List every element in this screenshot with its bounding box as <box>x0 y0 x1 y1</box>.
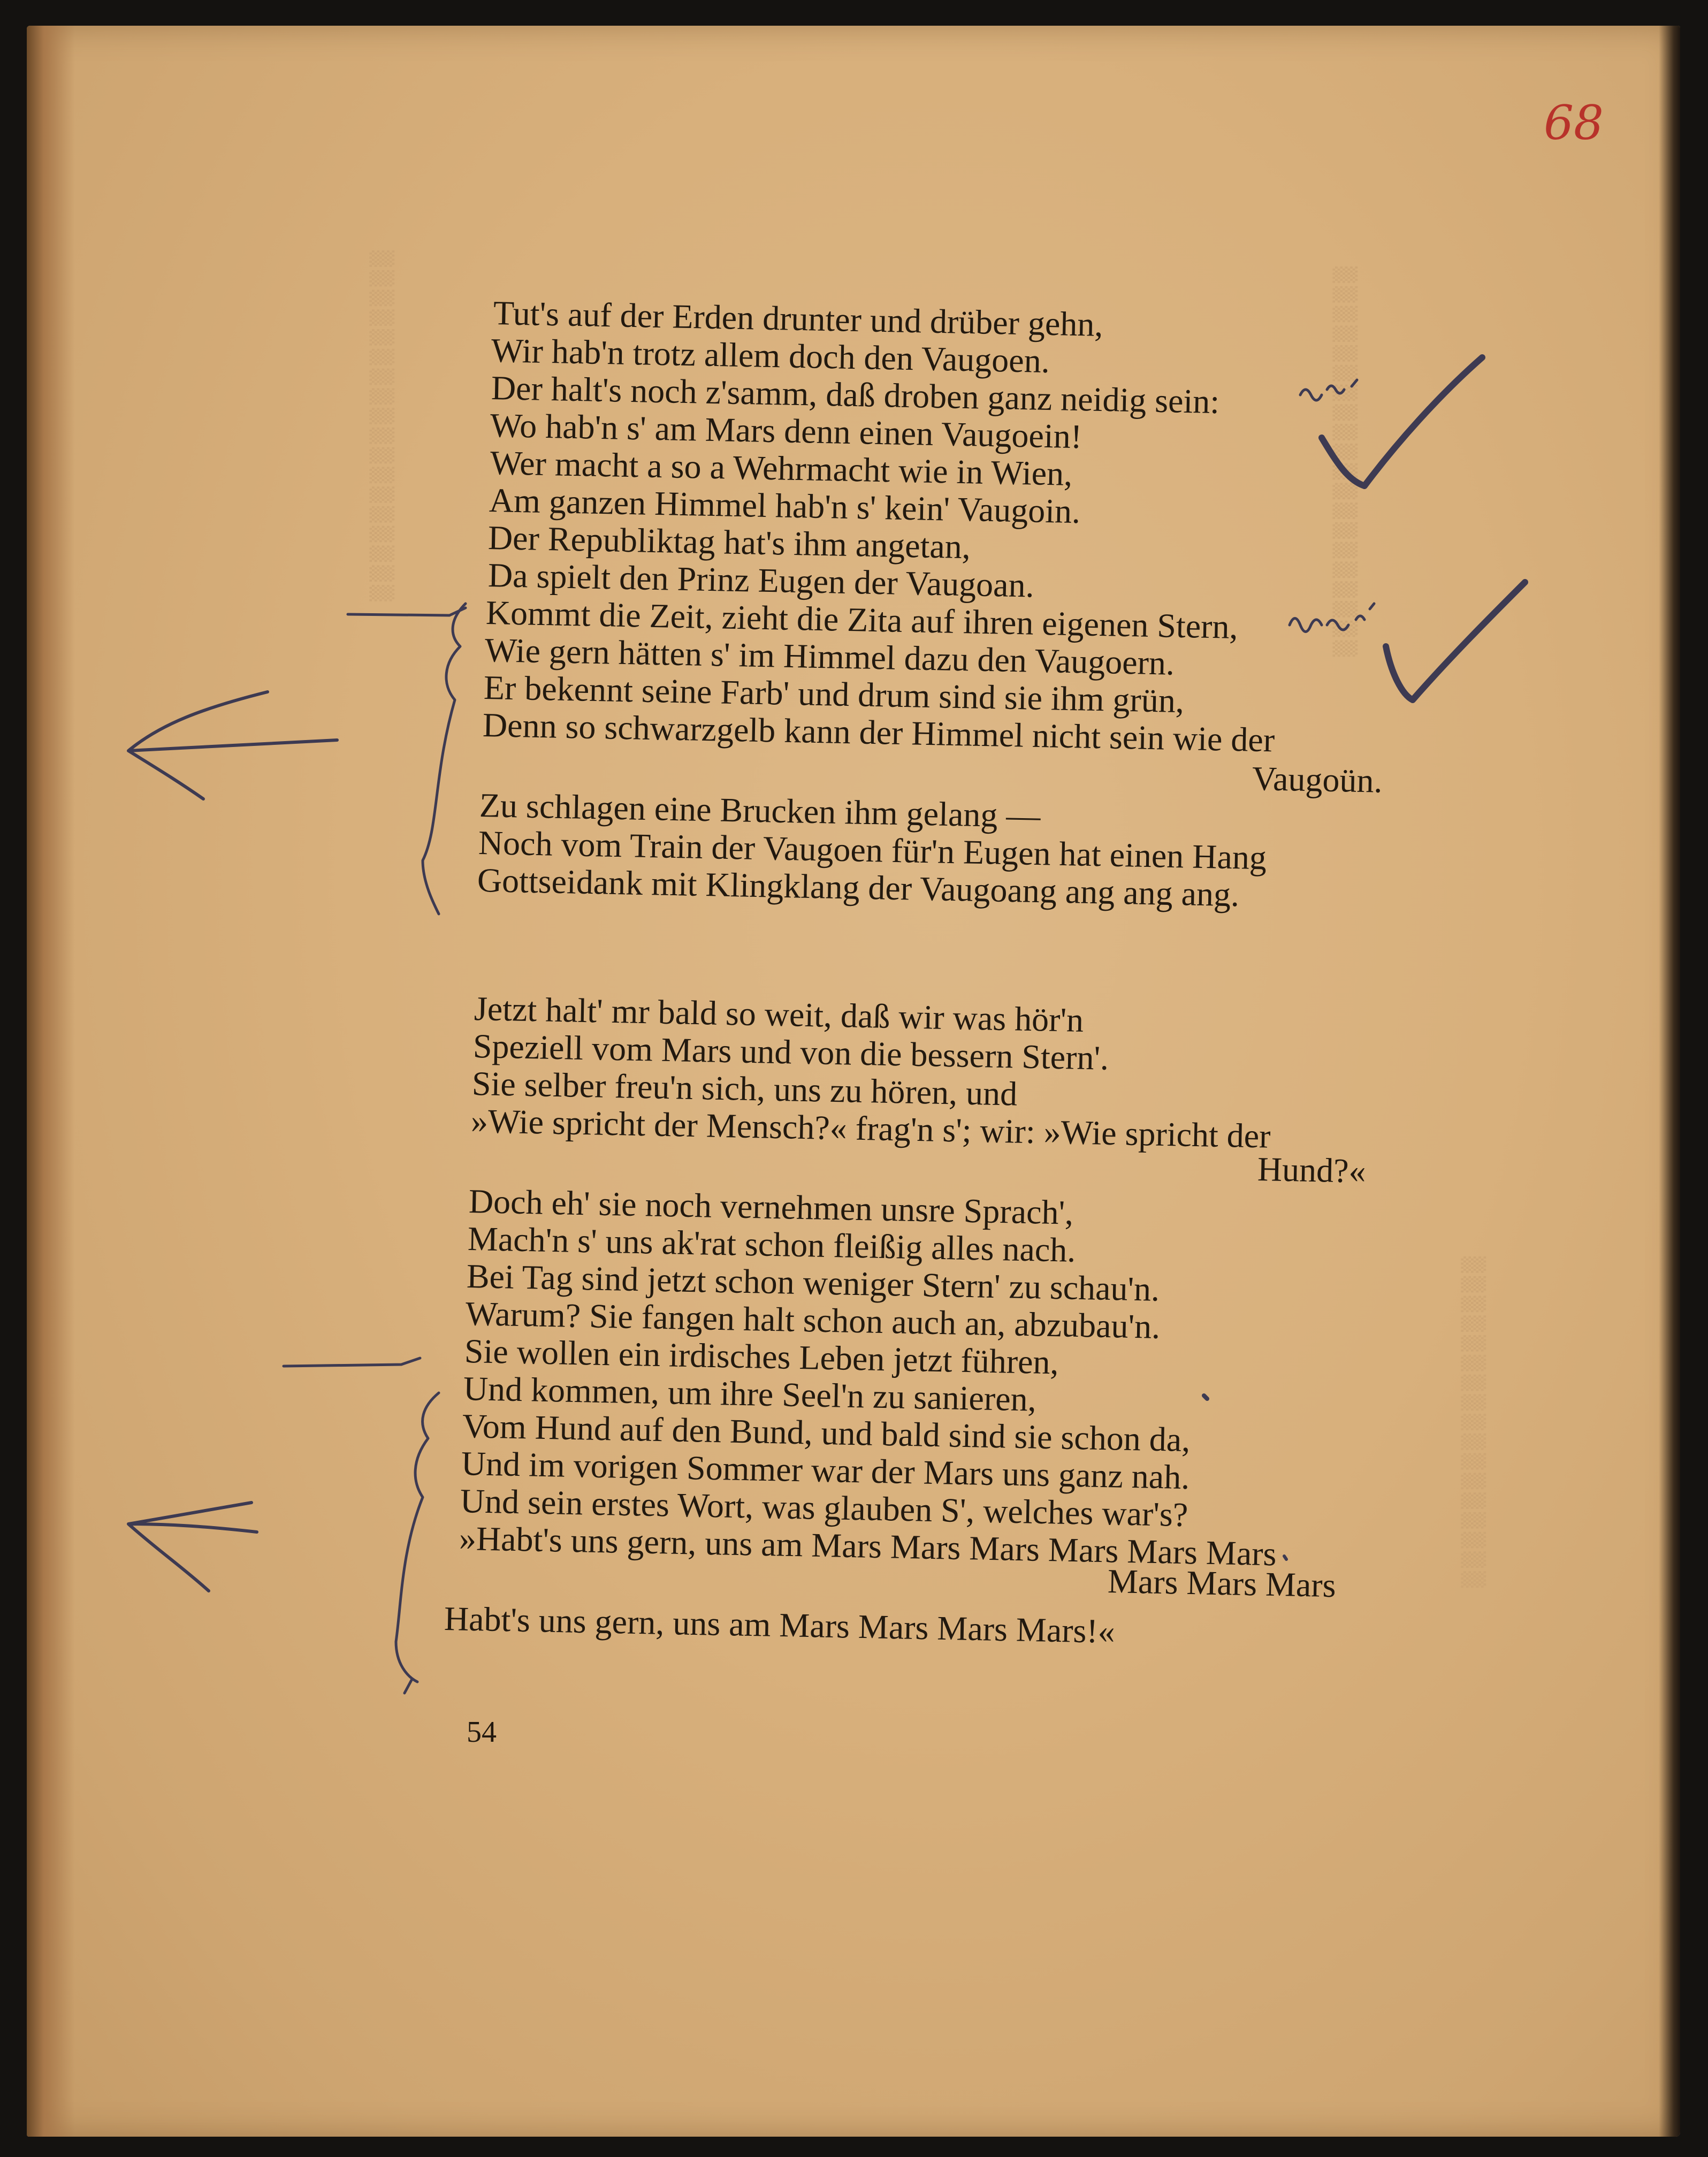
show-through-text: ▒▒▒▒▒▒▒▒▒▒▒▒▒▒▒▒▒▒▒▒ <box>1332 266 1357 660</box>
handwritten-note <box>1300 380 1357 400</box>
stray-pencil-mark <box>1204 1396 1207 1399</box>
page-number: 54 <box>467 1716 497 1749</box>
poem-line: Doch eh' sie noch vernehmen unsre Sprach', <box>468 1182 1074 1232</box>
poem-line: Er bekennt seine Farb' und drum sind sie ihm grün, <box>483 668 1185 720</box>
poem-line: Habt's uns gern, uns am Mars Mars Mars Mars!« <box>444 1599 1116 1651</box>
poem-line: Und kommen, um ihre Seel'n zu sanieren, <box>463 1369 1037 1419</box>
poem-line: Sie selber freu'n sich, uns zu hören, und <box>471 1064 1018 1113</box>
poem-line: Vom Hund auf den Bund, und bald sind sie schon da, <box>462 1407 1191 1459</box>
arrow-left-icon <box>128 692 337 799</box>
poem-line: Und im vorigen Sommer war der Mars uns ganz nah. <box>461 1444 1190 1497</box>
poem-line: Gottseidank mit Klingklang der Vaugoang ang ang ang. <box>477 861 1240 914</box>
poem-line: Wer macht a so a Wehrmacht wie in Wien, <box>490 444 1073 493</box>
poem-line: Wir hab'n trotz allem doch den Vaugoen. <box>491 331 1050 380</box>
bracket-icon <box>423 604 466 914</box>
poem-line: Bei Tag sind jetzt schon weniger Stern' zu schau'n. <box>466 1257 1160 1308</box>
handwritten-note <box>1290 604 1374 632</box>
poem-line: Tut's auf der Erden drunter und drüber gehn, <box>493 294 1104 344</box>
bracket-icon <box>396 1393 439 1682</box>
poem-line: Hund?« <box>1257 1150 1367 1190</box>
stray-pencil-mark <box>405 1679 412 1693</box>
poem-line: Kommt die Zeit, zieht die Zita auf ihren eigenen Stern, <box>485 593 1239 646</box>
handwritten-folio-number: 68 <box>1544 95 1604 150</box>
poem-line: Wo hab'n s' am Mars denn einen Vaugoein! <box>490 406 1082 456</box>
poem-line: Am ganzen Himmel hab'n s' kein' Vaugoin. <box>489 481 1081 531</box>
poem-line: Vaugoün. <box>1252 759 1383 800</box>
poem-line: Mach'n s' uns ak'rat schon fleißig alles nach. <box>467 1219 1076 1269</box>
poem-line: Noch vom Train der Vaugoen für'n Eugen hat einen Hang <box>478 824 1267 877</box>
poem-line: Sie wollen ein irdisches Leben jetzt führen, <box>464 1332 1059 1382</box>
checkmark-icon <box>1322 357 1482 486</box>
poem-line: Warum? Sie fangen halt schon auch an, abzubau'n. <box>465 1294 1161 1346</box>
checkmark-icon <box>1386 582 1525 700</box>
show-through-text: ▒▒▒▒▒▒▒▒▒▒▒▒▒▒▒▒▒▒ <box>369 250 394 605</box>
poem-line: »Wie spricht der Mensch?« frag'n s'; wir: »Wie spricht der <box>470 1102 1271 1155</box>
arrow-pointer-icon <box>348 608 466 615</box>
pencil-annotations <box>27 26 1680 2137</box>
poem-line: Mars Mars Mars <box>1107 1562 1337 1605</box>
poem-line: Denn so schwarzgelb kann der Himmel nicht sein wie der <box>482 706 1275 759</box>
poem-line: Und sein erstes Wort, was glauben S', welches war's? <box>460 1482 1188 1534</box>
show-through-text: ▒▒▒▒▒▒▒▒▒▒▒▒▒▒▒▒▒ <box>1461 1256 1485 1591</box>
poem-line: Speziell vom Mars und von die bessern Stern'. <box>472 1027 1109 1077</box>
poem-line: Der Republiktag hat's ihm angetan, <box>487 519 971 566</box>
poem-line: Da spielt den Prinz Eugen der Vaugoan. <box>487 556 1035 605</box>
poem-line: Wie gern hätten s' im Himmel dazu den Vaugoern. <box>484 631 1175 682</box>
book-page <box>27 26 1680 2137</box>
poem-line: Zu schlagen eine Brucken ihm gelang — <box>479 786 1041 835</box>
poem-line: Der halt's noch z'samm, daß droben ganz neidig sein: <box>491 369 1220 421</box>
poem-line: Jetzt halt' mr bald so weit, daß wir was hör'n <box>474 989 1084 1039</box>
poem-line: »Habt's uns gern, uns am Mars Mars Mars Mars Mars Mars <box>459 1519 1277 1573</box>
arrow-pointer-icon <box>284 1358 420 1366</box>
stray-pencil-mark <box>1284 1556 1286 1559</box>
arrow-left-icon <box>128 1503 257 1591</box>
